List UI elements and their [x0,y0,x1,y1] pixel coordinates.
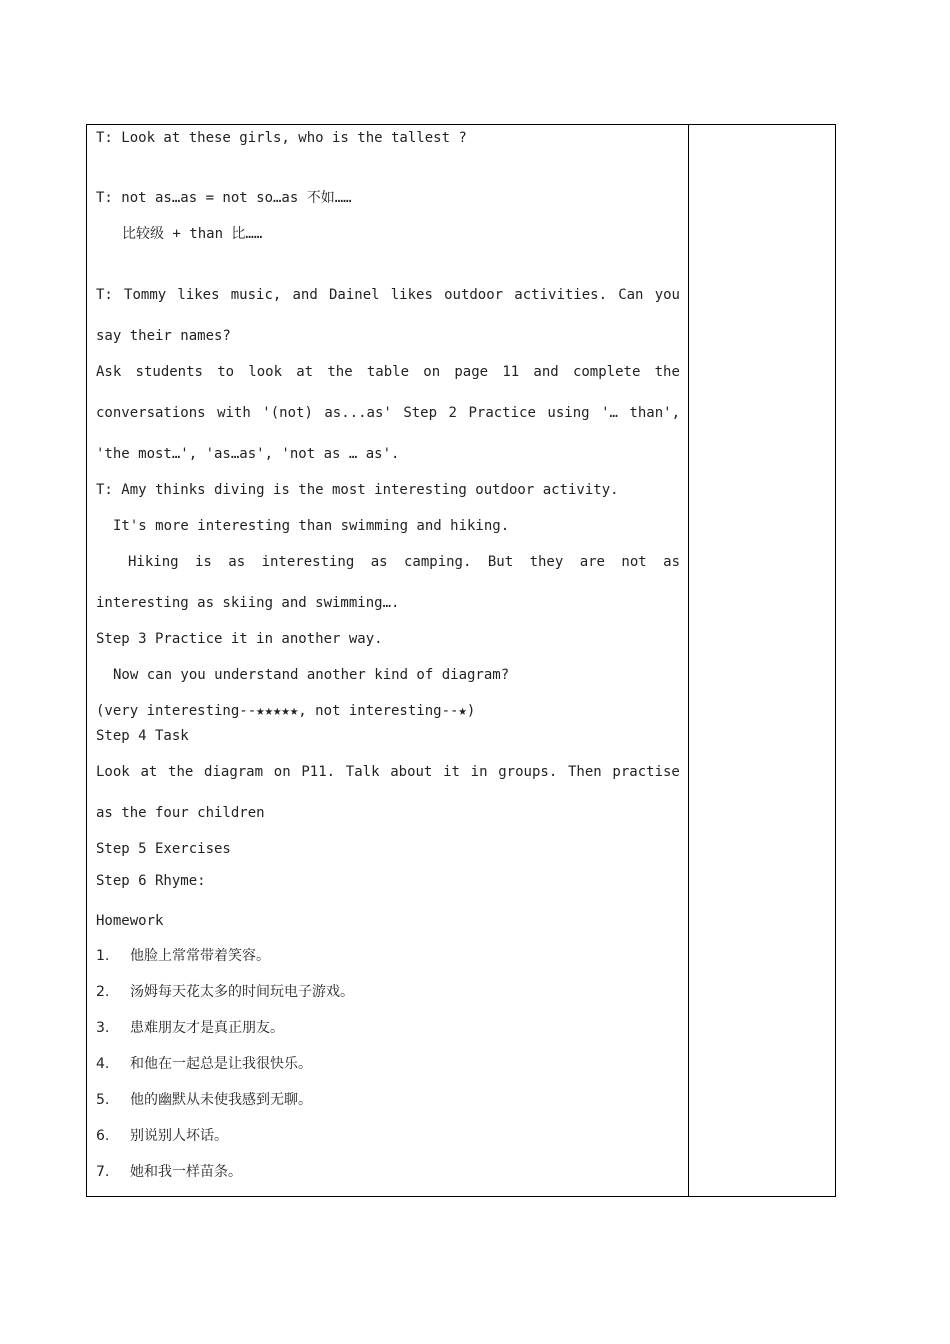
homework-item: 3. 患难朋友才是真正朋友。 [96,1020,284,1036]
word: groups. [498,764,558,780]
line-say-names: say their names? [96,328,231,344]
word: not [621,554,647,570]
word: the [327,364,353,380]
word: are [579,554,605,570]
word: as [228,554,246,570]
word: about [390,764,433,780]
word: Can [618,287,644,303]
word: activities. [514,287,608,303]
word: Then [567,764,602,780]
line-conversations [96,404,680,422]
line-the-most: 'the most…', 'as…as', 'not as … as'. [96,446,400,462]
word: table [366,364,410,380]
line-comparative-than: 比较级 + than 比…… [122,226,263,242]
word: at [296,364,314,380]
word: likes [177,287,220,303]
word: camping. [403,554,472,570]
word: Ask [96,364,122,380]
line-tommy-music [96,286,680,304]
word: at [140,764,158,780]
word: 11 [502,364,520,380]
line-tallest: T: Look at these girls, who is the tallest ? [96,130,467,146]
step-5-heading: Step 5 Exercises [96,841,231,857]
word: practise [612,764,680,780]
line-look-at-diagram [96,763,680,781]
word: complete [572,364,641,380]
word: students [135,364,203,380]
word: Talk [345,764,380,780]
word: Tommy [124,287,167,303]
word: it [443,764,460,780]
line-skiing: interesting as skiing and swimming…. [96,595,400,611]
word: '(not) [262,405,313,421]
line-diagram-question: Now can you understand another kind of diagram? [113,667,510,683]
word: you [654,287,680,303]
word: look [248,364,283,380]
word: on [423,364,441,380]
word: they [529,554,564,570]
word: and [292,287,318,303]
word: interesting [261,554,355,570]
word: But [487,554,514,570]
line-hiking [128,553,680,571]
word: Look [96,764,130,780]
line-amy-diving: T: Amy thinks diving is the most interesting outdoor activity. [96,482,619,498]
step-6-heading: Step 6 Rhyme: [96,873,206,889]
word: Step [403,405,438,421]
line-star-rating: (very interesting--★★★★★, not interesting--★) [96,703,476,719]
word: Hiking [128,554,179,570]
homework-item: 6. 别说别人坏话。 [96,1128,228,1144]
word: outdoor [444,287,504,303]
word: as [663,554,680,570]
word: the [168,764,194,780]
word: 2 [448,405,457,421]
word: using [547,405,590,421]
step-4-heading: Step 4 Task [96,728,189,744]
homework-item: 1. 他脸上常常带着笑容。 [96,948,270,964]
word: as...as' [324,405,392,421]
word: the [654,364,680,380]
word: T: [96,287,113,303]
word: Practice [468,405,536,421]
word: is [195,554,212,570]
word: diagram [204,764,264,780]
homework-item: 2. 汤姆每天花太多的时间玩电子游戏。 [96,984,354,1000]
word: and [533,364,559,380]
word: P11. [301,764,336,780]
line-four-children: as the four children [96,805,265,821]
homework-heading: Homework [96,913,164,929]
step-3-heading: Step 3 Practice it in another way. [96,631,383,647]
word: on [273,764,291,780]
word: as [370,554,388,570]
word: to [217,364,235,380]
line-more-interesting: It's more interesting than swimming and hiking. [113,518,510,534]
word: than', [629,405,680,421]
word: Dainel [328,287,380,303]
word: with [217,405,251,421]
word: in [470,764,488,780]
word: conversations [96,405,206,421]
homework-item: 4. 和他在一起总是让我很快乐。 [96,1056,312,1072]
homework-item: 5. 他的幽默从未使我感到无聊。 [96,1092,312,1108]
column-divider [688,124,689,1197]
word: page [454,364,489,380]
homework-item: 7. 她和我一样苗条。 [96,1164,242,1180]
line-ask-students [96,363,680,381]
line-not-as-as: T: not as…as = not so…as 不如…… [96,190,352,206]
word: '… [601,405,618,421]
word: likes [390,287,433,303]
word: music, [230,287,282,303]
